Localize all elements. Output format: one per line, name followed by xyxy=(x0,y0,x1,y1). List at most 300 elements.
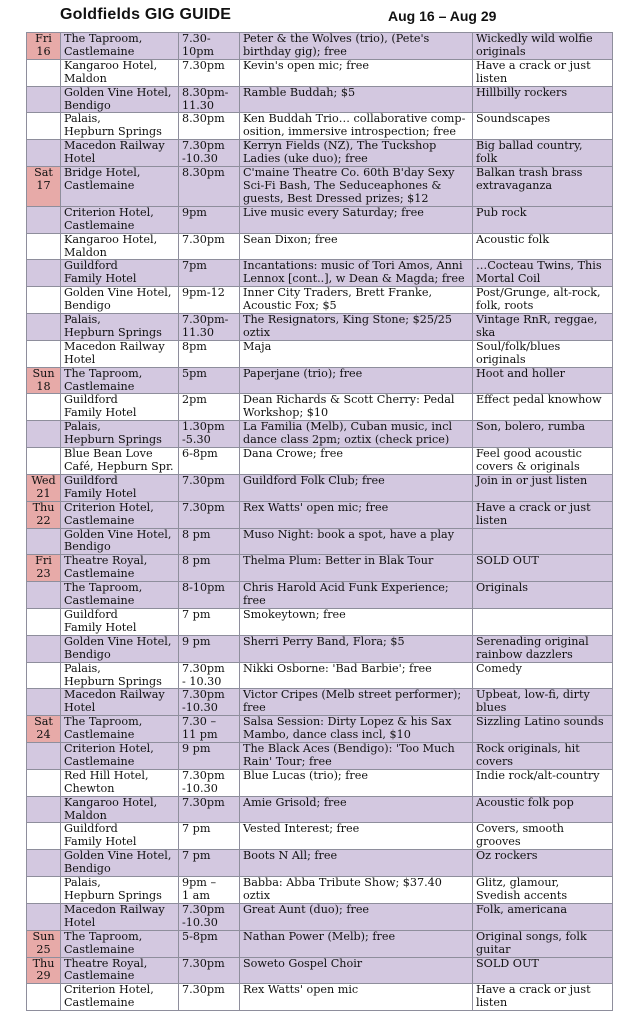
venue-line: Hotel xyxy=(64,915,96,929)
venue-cell xyxy=(61,796,179,823)
venue-cell xyxy=(61,877,179,904)
time-line: - 10.30 xyxy=(182,674,222,688)
description-line: Join in or just listen xyxy=(476,474,588,487)
day-cell xyxy=(27,796,61,823)
gig-row xyxy=(27,957,613,984)
act-cell xyxy=(240,448,473,475)
day-cell xyxy=(27,394,61,421)
description-cell xyxy=(473,877,613,904)
day-line: 24 xyxy=(36,728,51,742)
venue-cell xyxy=(61,769,179,796)
time-line: 10pm xyxy=(182,44,215,58)
day-cell xyxy=(27,33,61,60)
act-line: Sean Dixon; free xyxy=(243,233,338,246)
venue-line: Macedon Railway xyxy=(64,139,165,153)
venue-cell xyxy=(61,113,179,140)
act-cell xyxy=(240,474,473,501)
time-cell xyxy=(179,582,240,609)
day-cell xyxy=(27,903,61,930)
act-cell xyxy=(240,59,473,86)
venue-cell xyxy=(61,689,179,716)
venue-line: Family Hotel xyxy=(64,835,137,849)
description-line: Serenading original xyxy=(476,635,589,648)
day-cell xyxy=(27,528,61,555)
day-line: Thu xyxy=(32,957,55,970)
venue-line: Macedon Railway xyxy=(64,340,165,353)
venue-line: The Taproom, xyxy=(64,32,143,45)
act-line: Kevin's open mic; free xyxy=(243,59,369,72)
time-line: 8.30pm xyxy=(182,166,225,180)
time-line: 7.30 – xyxy=(182,715,217,729)
time-cell xyxy=(179,796,240,823)
time-line: 7.30pm xyxy=(182,688,225,702)
description-line: Hillbilly rockers xyxy=(476,86,568,99)
description-line: SOLD OUT xyxy=(476,957,539,970)
venue-cell xyxy=(61,287,179,314)
act-line: Sherri Perry Band, Flora; $5 xyxy=(243,635,405,648)
venue-line: Criterion Hotel, xyxy=(64,983,154,997)
venue-line: Kangaroo Hotel, xyxy=(64,59,158,72)
act-cell xyxy=(240,206,473,233)
act-line: Live music every Saturday; free xyxy=(243,206,424,219)
description-line: folk, roots xyxy=(476,299,534,313)
time-line: 7.30pm xyxy=(182,501,225,514)
day-line: 23 xyxy=(36,567,51,581)
time-cell xyxy=(179,743,240,770)
description-line: Vintage RnR, reggae, xyxy=(476,313,598,327)
venue-line: Castlemaine xyxy=(64,218,135,232)
day-cell xyxy=(27,769,61,796)
time-cell xyxy=(179,59,240,86)
time-line: 8-10pm xyxy=(182,581,225,595)
day-cell xyxy=(27,233,61,260)
gig-row xyxy=(27,555,613,582)
description-cell xyxy=(473,662,613,689)
gig-row xyxy=(27,448,613,475)
time-line: 7.30pm xyxy=(182,957,225,970)
act-cell xyxy=(240,743,473,770)
act-line: Paperjane (trio); free xyxy=(243,367,363,380)
time-cell xyxy=(179,716,240,743)
gig-row xyxy=(27,33,613,60)
description-line: rainbow dazzlers xyxy=(476,647,573,661)
venue-line: Café, Hepburn Spr. xyxy=(64,460,174,473)
day-line: 16 xyxy=(36,44,51,58)
venue-line: Hotel xyxy=(64,701,96,715)
time-line: 7.30pm xyxy=(182,769,225,782)
venue-cell xyxy=(61,608,179,635)
act-cell xyxy=(240,716,473,743)
act-cell xyxy=(240,260,473,287)
venue-line: Criterion Hotel, xyxy=(64,501,154,514)
description-line: Effect pedal knowhow xyxy=(476,393,602,407)
description-line: covers xyxy=(476,754,514,768)
time-cell xyxy=(179,314,240,341)
gig-row xyxy=(27,903,613,930)
venue-line: Castlemaine xyxy=(64,728,135,742)
time-cell xyxy=(179,930,240,957)
description-line: extravaganza xyxy=(476,178,553,192)
venue-line: Guildford xyxy=(64,393,118,407)
venue-line: Castlemaine xyxy=(64,754,135,768)
gig-row xyxy=(27,206,613,233)
day-cell xyxy=(27,582,61,609)
gig-row xyxy=(27,59,613,86)
time-line: 8 pm xyxy=(182,528,211,541)
description-line: Svedish accents xyxy=(476,889,568,902)
act-line: Vested Interest; free xyxy=(243,822,360,836)
act-line: guests, Best Dressed prizes; $12 xyxy=(243,191,429,205)
time-cell xyxy=(179,260,240,287)
description-line: listen xyxy=(476,513,508,527)
day-line: 22 xyxy=(36,513,51,527)
venue-line: Maldon xyxy=(64,245,107,259)
description-line: SOLD OUT xyxy=(476,554,539,568)
act-line: Ramble Buddah; $5 xyxy=(243,86,356,99)
venue-line: Macedon Railway xyxy=(64,688,165,702)
day-line: 18 xyxy=(36,379,51,393)
description-line: listen xyxy=(476,71,508,85)
description-cell xyxy=(473,930,613,957)
description-line: Mortal Coil xyxy=(476,272,541,286)
description-cell xyxy=(473,448,613,475)
gig-row xyxy=(27,394,613,421)
time-cell xyxy=(179,421,240,448)
act-line: Dean Richards & Scott Cherry: Pedal xyxy=(243,393,455,407)
venue-line: Castlemaine xyxy=(64,594,135,608)
description-line: Oz rockers xyxy=(476,849,538,863)
act-cell xyxy=(240,689,473,716)
act-line: Boots N All; free xyxy=(243,849,338,863)
description-line: Have a crack or just xyxy=(476,983,591,997)
time-line: 8.30pm xyxy=(182,112,225,126)
venue-line: Hepburn Springs xyxy=(64,433,162,447)
venue-line: Guildford xyxy=(64,608,118,621)
time-line: 9pm – xyxy=(182,876,217,890)
act-cell xyxy=(240,340,473,367)
day-cell xyxy=(27,877,61,904)
venue-line: Theatre Royal, xyxy=(64,957,148,970)
act-cell xyxy=(240,769,473,796)
venue-line: The Taproom, xyxy=(64,715,143,729)
venue-line: Criterion Hotel, xyxy=(64,206,154,219)
venue-line: Maldon xyxy=(64,71,107,85)
venue-line: Guildford xyxy=(64,474,118,487)
day-line: 17 xyxy=(36,178,51,192)
venue-cell xyxy=(61,421,179,448)
act-line: Dana Crowe; free xyxy=(243,447,343,461)
act-line: Ken Buddah Trio… collaborative comp- xyxy=(243,112,466,126)
time-line: 7.30pm xyxy=(182,983,225,997)
time-line: -10.30 xyxy=(182,781,218,795)
day-line: Sun xyxy=(32,930,55,943)
time-cell xyxy=(179,287,240,314)
venue-cell xyxy=(61,528,179,555)
venue-cell xyxy=(61,33,179,60)
venue-line: Family Hotel xyxy=(64,620,137,634)
time-line: 11.30 xyxy=(182,98,215,112)
description-line: Son, bolero, rumba xyxy=(476,420,586,434)
act-line: birthday gig); free xyxy=(243,44,347,58)
description-cell xyxy=(473,689,613,716)
time-line: 9pm xyxy=(182,206,207,219)
description-cell xyxy=(473,474,613,501)
day-cell xyxy=(27,823,61,850)
description-line: originals xyxy=(476,352,526,366)
gig-row xyxy=(27,167,613,207)
venue-cell xyxy=(61,903,179,930)
day-cell xyxy=(27,635,61,662)
description-cell xyxy=(473,233,613,260)
description-cell xyxy=(473,367,613,394)
description-line: …Cocteau Twins, This xyxy=(476,259,602,273)
gig-table-body xyxy=(27,33,613,1011)
act-line: free xyxy=(243,594,266,608)
description-line: Originals xyxy=(476,581,529,595)
act-line: Maja xyxy=(243,340,272,353)
gig-row xyxy=(27,474,613,501)
time-line: 7.30pm xyxy=(182,233,225,246)
time-cell xyxy=(179,662,240,689)
act-line: Rex Watts' open mic xyxy=(243,983,359,997)
venue-line: Golden Vine Hotel, xyxy=(64,635,172,648)
time-line: 1 am xyxy=(182,889,210,902)
description-cell xyxy=(473,903,613,930)
time-cell xyxy=(179,823,240,850)
day-cell xyxy=(27,421,61,448)
time-line: 7.30- xyxy=(182,32,211,45)
time-cell xyxy=(179,86,240,113)
day-cell xyxy=(27,501,61,528)
act-line: Soweto Gospel Choir xyxy=(243,957,363,970)
time-line: -5.30 xyxy=(182,433,211,447)
act-cell xyxy=(240,877,473,904)
venue-cell xyxy=(61,743,179,770)
description-line: Acoustic folk xyxy=(476,233,550,246)
description-line: Soundscapes xyxy=(476,112,551,126)
time-cell xyxy=(179,394,240,421)
time-line: 9pm-12 xyxy=(182,286,225,300)
act-cell xyxy=(240,287,473,314)
date-range: Aug 16 – Aug 29 xyxy=(388,8,497,24)
venue-line: Chewton xyxy=(64,781,115,795)
act-cell xyxy=(240,167,473,207)
day-line: Sun xyxy=(32,367,55,380)
time-line: 11.30 xyxy=(182,325,215,339)
venue-line: Palais, xyxy=(64,662,101,675)
venue-cell xyxy=(61,716,179,743)
description-cell xyxy=(473,957,613,984)
description-line: Have a crack or just xyxy=(476,59,591,72)
act-cell xyxy=(240,850,473,877)
description-cell xyxy=(473,769,613,796)
venue-cell xyxy=(61,662,179,689)
venue-line: Castlemaine xyxy=(64,567,135,581)
description-cell xyxy=(473,528,613,555)
act-cell xyxy=(240,608,473,635)
venue-line: The Taproom, xyxy=(64,930,143,943)
time-line: 7.30pm xyxy=(182,59,225,72)
day-cell xyxy=(27,984,61,1011)
gig-row xyxy=(27,635,613,662)
description-cell xyxy=(473,823,613,850)
gig-row xyxy=(27,796,613,823)
act-cell xyxy=(240,367,473,394)
day-line: 29 xyxy=(36,969,51,983)
venue-line: The Taproom, xyxy=(64,581,143,595)
venue-line: Palais, xyxy=(64,112,101,126)
description-cell xyxy=(473,608,613,635)
venue-line: Maldon xyxy=(64,808,107,822)
day-cell xyxy=(27,314,61,341)
time-cell xyxy=(179,528,240,555)
time-cell xyxy=(179,608,240,635)
time-line: 7pm xyxy=(182,259,207,273)
venue-line: Bridge Hotel, xyxy=(64,166,141,180)
day-cell xyxy=(27,930,61,957)
day-cell xyxy=(27,287,61,314)
gig-row xyxy=(27,314,613,341)
day-cell xyxy=(27,689,61,716)
venue-line: Theatre Royal, xyxy=(64,554,148,568)
description-line: Sizzling Latino sounds xyxy=(476,715,604,729)
description-cell xyxy=(473,33,613,60)
gig-row xyxy=(27,340,613,367)
venue-cell xyxy=(61,59,179,86)
description-cell xyxy=(473,167,613,207)
venue-cell xyxy=(61,167,179,207)
description-cell xyxy=(473,86,613,113)
time-cell xyxy=(179,474,240,501)
day-cell xyxy=(27,662,61,689)
venue-cell xyxy=(61,635,179,662)
description-cell xyxy=(473,394,613,421)
time-line: 11 pm xyxy=(182,728,218,742)
description-line: listen xyxy=(476,996,508,1010)
time-line: 8.30pm- xyxy=(182,86,229,99)
act-line: dance class 2pm; oztix (check price) xyxy=(243,433,450,447)
time-line: 9 pm xyxy=(182,635,211,648)
act-cell xyxy=(240,233,473,260)
venue-cell xyxy=(61,206,179,233)
gig-row xyxy=(27,233,613,260)
day-cell xyxy=(27,340,61,367)
time-line: 7 pm xyxy=(182,849,211,863)
venue-cell xyxy=(61,367,179,394)
time-cell xyxy=(179,769,240,796)
page-title: Goldfields GIG GUIDE xyxy=(60,6,232,23)
venue-cell xyxy=(61,448,179,475)
day-cell xyxy=(27,367,61,394)
act-line: Smokeytown; free xyxy=(243,608,346,621)
time-line: 7 pm xyxy=(182,608,211,621)
day-line: Fri xyxy=(35,554,52,568)
description-cell xyxy=(473,59,613,86)
description-line: Post/Grunge, alt-rock, xyxy=(476,286,601,300)
time-cell xyxy=(179,689,240,716)
description-cell xyxy=(473,582,613,609)
description-line: Soul/folk/blues xyxy=(476,340,561,353)
day-cell xyxy=(27,86,61,113)
description-line: Upbeat, low-fi, dirty xyxy=(476,688,590,702)
description-line: Wickedly wild wolfie xyxy=(476,32,593,45)
time-cell xyxy=(179,206,240,233)
venue-line: Macedon Railway xyxy=(64,903,165,916)
description-line: Folk, americana xyxy=(476,903,567,916)
gig-row xyxy=(27,501,613,528)
gig-row xyxy=(27,140,613,167)
act-cell xyxy=(240,662,473,689)
gig-row xyxy=(27,743,613,770)
time-line: 8pm xyxy=(182,340,207,353)
day-cell xyxy=(27,167,61,207)
description-cell xyxy=(473,555,613,582)
day-line: Wed xyxy=(31,474,56,487)
act-line: Sci-Fi Bash, The Seduceaphones & xyxy=(243,178,442,192)
venue-line: The Taproom, xyxy=(64,367,143,380)
venue-line: Bendigo xyxy=(64,862,111,876)
venue-cell xyxy=(61,233,179,260)
act-line: Guildford Folk Club; free xyxy=(243,474,385,487)
description-line: Original songs, folk xyxy=(476,930,587,943)
act-line: Kerryn Fields (NZ), The Tuckshop xyxy=(243,139,437,153)
venue-line: Hepburn Springs xyxy=(64,674,162,688)
act-line: Mambo, dance class incl, $10 xyxy=(243,728,411,742)
gig-row xyxy=(27,582,613,609)
venue-cell xyxy=(61,957,179,984)
act-cell xyxy=(240,394,473,421)
act-line: Nathan Power (Melb); free xyxy=(243,930,396,943)
description-cell xyxy=(473,206,613,233)
description-cell xyxy=(473,984,613,1011)
venue-cell xyxy=(61,314,179,341)
gig-row xyxy=(27,528,613,555)
description-cell xyxy=(473,716,613,743)
time-cell xyxy=(179,140,240,167)
description-cell xyxy=(473,314,613,341)
gig-row xyxy=(27,367,613,394)
venue-line: Hepburn Springs xyxy=(64,889,162,902)
venue-cell xyxy=(61,260,179,287)
day-line: Sat xyxy=(34,166,53,180)
description-cell xyxy=(473,287,613,314)
time-line: 8 pm xyxy=(182,554,211,568)
venue-line: Castlemaine xyxy=(64,44,135,58)
description-line: Comedy xyxy=(476,662,523,675)
time-cell xyxy=(179,340,240,367)
venue-cell xyxy=(61,850,179,877)
description-cell xyxy=(473,260,613,287)
venue-line: Criterion Hotel, xyxy=(64,742,154,756)
day-line: Sat xyxy=(34,715,53,729)
venue-line: Bendigo xyxy=(64,299,111,313)
act-line: Acoustic Fox; $5 xyxy=(243,299,337,313)
act-line: Peter & the Wolves (trio), (Pete's xyxy=(243,32,430,45)
description-cell xyxy=(473,340,613,367)
venue-line: Golden Vine Hotel, xyxy=(64,849,172,863)
day-cell xyxy=(27,113,61,140)
gig-row xyxy=(27,662,613,689)
description-cell xyxy=(473,501,613,528)
time-line: 6-8pm xyxy=(182,447,218,461)
act-line: Thelma Plum: Better in Blak Tour xyxy=(243,554,434,568)
gig-row xyxy=(27,930,613,957)
gig-table xyxy=(26,32,613,1011)
time-line: 9 pm xyxy=(182,742,211,756)
gig-row xyxy=(27,608,613,635)
venue-cell xyxy=(61,582,179,609)
venue-cell xyxy=(61,140,179,167)
